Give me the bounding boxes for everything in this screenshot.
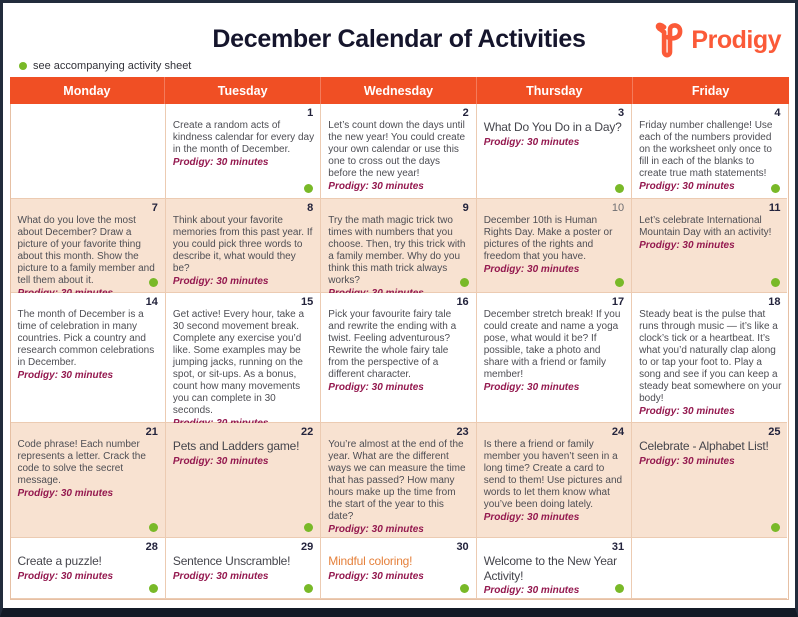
day-number: 11: [768, 202, 781, 214]
activity-body: What do you love the most about December? Draw a picture of your favorite thing about this month. Show the picture to a family member and tell them about it.: [17, 215, 155, 287]
page-header: [3, 3, 795, 77]
day-number: 1: [307, 107, 314, 119]
page-title: December Calendar of Activities: [212, 25, 586, 53]
calendar-cell-day-28: [11, 538, 166, 599]
prodigy-logo-icon: [653, 17, 687, 64]
prodigy-time-label: Prodigy: 30 minutes: [483, 382, 580, 394]
day-number: 25: [768, 426, 781, 438]
day-number: 28: [145, 541, 158, 553]
prodigy-wordmark: Prodigy: [691, 26, 781, 54]
calendar-cell-day-10: [477, 199, 632, 293]
prodigy-time-label: Prodigy: 30 minutes: [483, 136, 580, 148]
day-number: 4: [774, 107, 781, 119]
day-number: 24: [611, 426, 625, 438]
calendar-cell-day-11: [632, 199, 787, 293]
activity-body: Let’s count down the days until the new year! You could create your own calendar or use this one to cross out the days before the new year!: [328, 120, 466, 180]
activity-body: Pick your favourite fairy tale and rewrite the ending with a twist. Feeling adventurous? Rewrite the whole fairy tale from the perspective of a different character.: [328, 309, 457, 381]
prodigy-time-label: Prodigy: 30 minutes: [639, 455, 735, 467]
calendar-cell-day-2: [321, 104, 476, 199]
activity-body: December stretch break! If you could create and name a yoga pose, what would it be? If possible, take a photo and share with a friend or family member!: [483, 309, 621, 381]
calendar-cell-day-31: [477, 538, 632, 599]
day-header-tuesday: Tuesday: [165, 77, 321, 104]
activity-body: The month of December is a time of celebration in many countries. Pick a country and research common celebrations in December.: [17, 309, 155, 369]
calendar-cell-day-21: [11, 423, 166, 538]
activity-sheet-dot-icon: [771, 523, 780, 532]
legend-label: see accompanying activity sheet: [33, 60, 192, 72]
prodigy-time-label: Prodigy: 30 minutes: [483, 512, 580, 524]
activity-body: Get active! Every hour, take a 30 second movement break. Complete any exercise you’d like. Some examples may be jumping jacks, running on the spot, or sit-ups. As a bonus, count how many movements you can complete in 30 seconds.: [172, 309, 305, 417]
prodigy-time-label: Prodigy: 30 minutes: [172, 276, 269, 288]
calendar-grid: [10, 104, 789, 600]
calendar-table: [10, 77, 789, 600]
prodigy-time-label: Prodigy: 30 minutes: [172, 157, 269, 169]
activity-body: Let’s celebrate International Mountain Day with an activity!: [639, 215, 772, 239]
day-number: 18: [768, 296, 781, 308]
prodigy-time-label: Prodigy: 30 minutes: [17, 570, 114, 582]
activity-title: What Do You Do in a Day?: [483, 120, 622, 135]
day-number: 23: [456, 426, 469, 438]
activity-sheet-dot-icon: [304, 584, 313, 593]
prodigy-time-label: Prodigy: 30 minutes: [328, 181, 424, 193]
calendar-cell-empty: [11, 104, 166, 199]
day-number: 2: [462, 107, 469, 119]
activity-body: Steady beat is the pulse that runs through music — it’s like a clock’s tick or a heartbeat. It’s what you’d naturally clap along to or tap your foot to. Play a song and see if you can keep a steady beat somewhere on your body!: [639, 309, 782, 405]
activity-sheet-dot-icon: [615, 184, 624, 193]
calendar-cell-day-23: [321, 423, 476, 538]
activity-body: Friday number challenge! Use each of the numbers provided on the worksheet only once to fill in each of the blanks to create true math statements!: [639, 120, 773, 180]
day-number: 22: [301, 426, 314, 438]
calendar-cell-day-9: [321, 199, 476, 293]
activity-title: Create a puzzle!: [17, 554, 102, 569]
day-header-thursday: Thursday: [477, 77, 633, 104]
calendar-cell-day-4: [632, 104, 787, 199]
calendar-cell-empty: [632, 538, 787, 599]
calendar-cell-day-17: [477, 293, 632, 423]
calendar-cell-day-15: [166, 293, 321, 423]
calendar-cell-day-1: [166, 104, 321, 199]
activity-title: Mindful coloring!: [328, 554, 413, 569]
day-number: 9: [462, 202, 469, 214]
day-number: 10: [611, 202, 625, 214]
activity-body: Code phrase! Each number represents a letter. Crack the code to solve the secret message.: [17, 439, 146, 487]
calendar-cell-day-29: [166, 538, 321, 599]
day-number: 31: [611, 541, 625, 553]
prodigy-time-label: Prodigy: 30 minutes: [172, 570, 269, 582]
day-number: 15: [301, 296, 314, 308]
activity-body: December 10th is Human Rights Day. Make a poster or pictures of the rights and freedom that you have.: [483, 215, 613, 263]
prodigy-time-label: Prodigy: 30 minutes: [17, 370, 114, 382]
calendar-cell-day-25: [632, 423, 787, 538]
day-header-wednesday: Wednesday: [321, 77, 477, 104]
prodigy-time-label: Prodigy: 30 minutes: [639, 406, 735, 418]
prodigy-time-label: Prodigy: 30 minutes: [483, 264, 580, 276]
prodigy-time-label: Prodigy: 30 minutes: [639, 181, 735, 193]
activity-body: Create a random acts of kindness calendar for every day in the month of December.: [172, 120, 315, 156]
calendar-cell-day-8: [166, 199, 321, 293]
day-number: 29: [301, 541, 314, 553]
activity-sheet-dot-icon: [149, 584, 158, 593]
day-header-friday: Friday: [691, 83, 730, 98]
day-number: 16: [456, 296, 469, 308]
prodigy-logo: [653, 17, 781, 64]
day-number: 30: [456, 541, 469, 553]
activity-sheet-dot-icon: [460, 278, 469, 287]
activity-title: Pets and Ladders game!: [172, 439, 300, 454]
activity-body: You’re almost at the end of the year. What are the different ways we can measure the time that has passed? How many hours make up the time from the start of the year to this date?: [328, 439, 466, 523]
activity-sheet-dot-icon: [149, 278, 158, 287]
prodigy-time-label: Prodigy: 30 minutes: [328, 570, 424, 582]
activity-title: Celebrate - Alphabet List!: [639, 439, 769, 454]
prodigy-time-label: Prodigy: 30 minutes: [172, 455, 269, 467]
activity-sheet-dot-icon: [304, 523, 313, 532]
calendar-cell-day-16: [321, 293, 476, 423]
prodigy-time-label: Prodigy: 30 minutes: [483, 585, 580, 597]
day-number: 17: [611, 296, 625, 308]
activity-sheet-dot-icon: [615, 278, 624, 287]
day-header-monday: Monday: [10, 77, 166, 104]
activity-sheet-dot-icon: [149, 523, 158, 532]
activity-body: Is there a friend or family member you haven’t seen in a long time? Create a card to send to them! Use pictures and words to let them know what you’ve been doing lately.: [483, 439, 623, 511]
prodigy-time-label: Prodigy: 30 minutes: [328, 382, 424, 394]
green-dot-icon: [19, 62, 27, 70]
calendar-cell-day-14: [11, 293, 166, 423]
day-number: 3: [617, 107, 625, 119]
calendar-cell-day-7: [11, 199, 166, 293]
activity-sheet-dot-icon: [304, 184, 313, 193]
day-number: 7: [151, 202, 158, 214]
activity-body: Think about your favorite memories from this past year. If you could pick three words to describe it, what would they be?: [172, 215, 313, 275]
calendar-cell-day-22: [166, 423, 321, 538]
calendar-cell-day-18: [632, 293, 787, 423]
day-number: 8: [307, 202, 314, 214]
calendar-cell-day-24: [477, 423, 632, 538]
prodigy-time-label: Prodigy: 30 minutes: [328, 524, 424, 536]
day-number: 21: [145, 426, 158, 438]
day-number: 14: [145, 296, 158, 308]
activity-title: Welcome to the New Year Activity!: [483, 554, 617, 583]
legend: [19, 60, 191, 72]
activity-title: Sentence Unscramble!: [172, 554, 291, 569]
calendar-cell-day-3: [477, 104, 632, 199]
activity-sheet-dot-icon: [771, 278, 780, 287]
calendar-cell-day-30: [321, 538, 476, 599]
activity-body: Try the math magic trick two times with numbers that you choose. Then, try this trick with a family member. Why do you think this math trick always works?: [328, 215, 466, 287]
calendar-header-row: [10, 77, 789, 104]
prodigy-time-label: Prodigy: 30 minutes: [639, 240, 735, 252]
prodigy-time-label: Prodigy: 30 minutes: [17, 488, 114, 500]
activity-sheet-dot-icon: [460, 584, 469, 593]
